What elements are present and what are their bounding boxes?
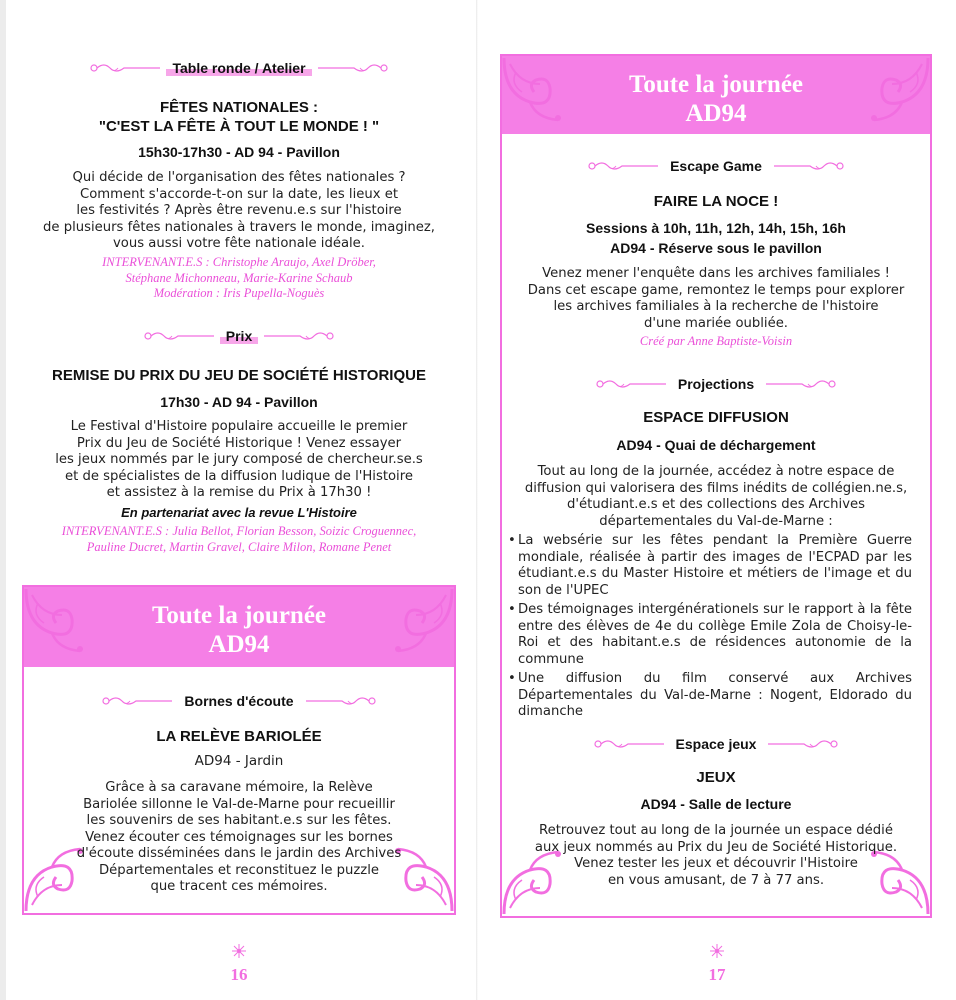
jeux-location: AD94 - Salle de lecture <box>640 796 792 812</box>
ornament-left-icon <box>90 62 160 74</box>
desc-line: Comment s'accorde-t-on sur la date, les lieux et <box>80 186 398 202</box>
ornament-right-icon <box>768 738 838 750</box>
prix-time: 17h30 - AD 94 - Pavillon <box>160 394 318 410</box>
section-label-table-ronde <box>0 60 478 76</box>
table-ronde-label: Table ronde / Atelier <box>166 60 311 76</box>
page-17 <box>478 0 956 1000</box>
escape-title: FAIRE LA NOCE ! <box>653 193 779 210</box>
escape-location: AD94 - Réserve sous le pavillon <box>610 240 822 256</box>
banner-line: Toute la journée <box>628 71 804 98</box>
table-ronde-speakers <box>10 255 468 302</box>
speakers-line: Pauline Ducret, Martin Gravel, Claire Milon, Romane Penet <box>86 539 392 554</box>
projections-title: ESPACE DIFFUSION <box>643 409 789 426</box>
ornament-right-icon <box>306 695 376 707</box>
escape-description <box>508 266 924 332</box>
desc-line: Prix du Jeu de Société Historique ! Venez essayer <box>76 435 402 451</box>
projections-description <box>508 464 924 530</box>
desc-line: Retrouvez tout au long de la journée un espace dédié <box>539 823 893 838</box>
section-label-bornes <box>24 693 454 709</box>
bornes-description <box>34 780 444 896</box>
list-item: • Une diffusion du film conservé aux Archives Départementales du Val-de-Marne : Nogent, Eldorado du dimanche <box>508 671 912 721</box>
bornes-label: Bornes d'écoute <box>184 693 294 709</box>
prix-description <box>20 419 458 502</box>
ornament-right-icon <box>766 378 836 390</box>
section-label-prix <box>0 328 478 344</box>
ornament-left-icon <box>594 738 664 750</box>
speakers-line: Modération : Iris Pupella-Noguès <box>153 286 325 300</box>
table-ronde-description <box>20 170 458 253</box>
scroll-ornament-icon <box>386 585 456 655</box>
desc-line: vous aussi votre fête nationale idéale. <box>113 236 365 251</box>
escape-sessions: Sessions à 10h, 11h, 12h, 14h, 15h, 16h <box>586 220 846 236</box>
desc-line: en vous amusant, de 7 à 77 ans. <box>607 872 825 888</box>
projections-list <box>508 533 912 724</box>
prix-title: REMISE DU PRIX DU JEU DE SOCIÉTÉ HISTORIQUE <box>52 367 426 384</box>
ornament-left-icon <box>588 160 658 172</box>
table-ronde-title-line: "C'EST LA FÊTE À TOUT LE MONDE ! " <box>98 118 380 135</box>
desc-line: Venez mener l'enquête dans les archives familiales ! <box>542 266 890 281</box>
desc-line: aux jeux nommés au Prix du Jeu de Société Historique. <box>534 839 898 855</box>
banner-line: AD94 <box>208 631 270 658</box>
ornament-left-icon <box>102 695 172 707</box>
bornes-title: LA RELÈVE BARIOLÉE <box>156 728 322 745</box>
desc-line: Dans cet escape game, remontez le temps pour explorer <box>527 282 905 298</box>
speakers-line: INTERVENANT.E.S : Christophe Araujo, Axel Dröber, <box>102 255 376 269</box>
desc-line: Départementales et reconstituez le puzzle <box>98 862 379 878</box>
desc-line: et de spécialistes de la diffusion ludique de l'Histoire <box>65 468 413 484</box>
banner-line: AD94 <box>685 100 747 127</box>
page-number: 16 <box>230 965 248 984</box>
card-toute-la-journee-right <box>500 54 932 918</box>
desc-line: les festivités ? Après être revenu.e.s sur l'histoire <box>76 203 402 218</box>
ornament-left-icon <box>144 330 214 342</box>
escape-credit: Créé par Anne Baptiste-Voisin <box>639 334 793 348</box>
desc-line: Bariolée sillonne le Val-de-Marne pour recueillir <box>83 796 395 812</box>
ornament-right-icon <box>318 62 388 74</box>
ornament-right-icon <box>264 330 334 342</box>
jeux-label: Espace jeux <box>675 736 757 752</box>
table-ronde-title <box>0 98 478 136</box>
page-star-icon <box>710 944 724 958</box>
escape-label: Escape Game <box>670 158 762 174</box>
desc-line: d'écoute disséminées dans le jardin des Archives <box>76 846 402 861</box>
banner-line: Toute la journée <box>151 602 327 629</box>
list-item: • La websérie sur les fêtes pendant la Première Guerre mondiale, réalisée à partir des images de l'ECPAD par les étudiant.e.s du Master Histoire et métiers de l'image et du son de l'UPEC <box>508 533 912 599</box>
bornes-location: AD94 - Jardin <box>194 753 284 769</box>
card-toute-la-journee-left <box>22 585 456 915</box>
desc-line: Qui décide de l'organisation des fêtes nationales ? <box>72 170 406 185</box>
prix-label: Prix <box>220 328 258 344</box>
desc-line: Le Festival d'Histoire populaire accueille le premier <box>70 419 408 434</box>
projections-location: AD94 - Quai de déchargement <box>616 437 816 453</box>
table-ronde-title-line: FÊTES NATIONALES : <box>159 99 319 116</box>
desc-line: les jeux nommés par le jury composé de chercheur.se.s <box>55 452 423 467</box>
jeux-description <box>508 823 924 889</box>
speakers-line: INTERVENANT.E.S : Julia Bellot, Florian Besson, Soizic Croguennec, <box>61 524 417 538</box>
desc-line: départementales du Val-de-Marne : <box>599 513 833 529</box>
desc-line: de plusieurs fêtes nationales à travers le monde, imaginez, <box>43 219 435 235</box>
table-ronde-time: 15h30-17h30 - AD 94 - Pavillon <box>138 144 340 160</box>
page-number: 17 <box>708 965 726 984</box>
scroll-ornament-icon <box>500 54 570 124</box>
desc-line: les souvenirs de ses habitant.e.s sur les fêtes. <box>86 813 392 828</box>
scroll-ornament-icon <box>22 585 92 655</box>
projections-label: Projections <box>677 376 755 392</box>
desc-line: Tout au long de la journée, accédez à notre espace de <box>537 464 895 479</box>
prix-speakers <box>6 524 472 555</box>
desc-line: d'étudiant.e.s et des collections des Archives <box>567 497 865 512</box>
desc-line: d'une mariée oubliée. <box>644 315 788 331</box>
scroll-ornament-icon <box>862 54 932 124</box>
list-item: • Des témoignages intergénérationels sur le rapport à la fête entre des élèves de 4e du collège Emile Zola de Choisy-le-Roi et des habitant.e.s de résidences autonomie de la commune <box>508 602 912 668</box>
section-label-escape <box>502 158 930 174</box>
section-label-jeux <box>502 736 930 752</box>
desc-line: Venez tester les jeux et découvrir l'Histoire <box>574 856 858 871</box>
desc-line: et assistez à la remise du Prix à 17h30 ! <box>106 485 372 500</box>
ornament-right-icon <box>774 160 844 172</box>
section-label-projections <box>502 376 930 392</box>
desc-line: les archives familiales à la recherche de l'histoire <box>553 299 879 314</box>
page-star-icon <box>232 944 246 958</box>
desc-line: diffusion qui valorisera des films inédits de collégien.ne.s, <box>524 480 908 496</box>
ornament-left-icon <box>596 378 666 390</box>
desc-line: Grâce à sa caravane mémoire, la Relève <box>105 780 373 795</box>
desc-line: que tracent ces mémoires. <box>150 879 328 894</box>
jeux-title: JEUX <box>696 769 736 786</box>
speakers-line: Stéphane Michonneau, Marie-Karine Schaub <box>125 270 353 285</box>
desc-line: Venez écouter ces témoignages sur les bornes <box>85 829 393 845</box>
prix-partner: En partenariat avec la revue L'Histoire <box>121 505 357 520</box>
